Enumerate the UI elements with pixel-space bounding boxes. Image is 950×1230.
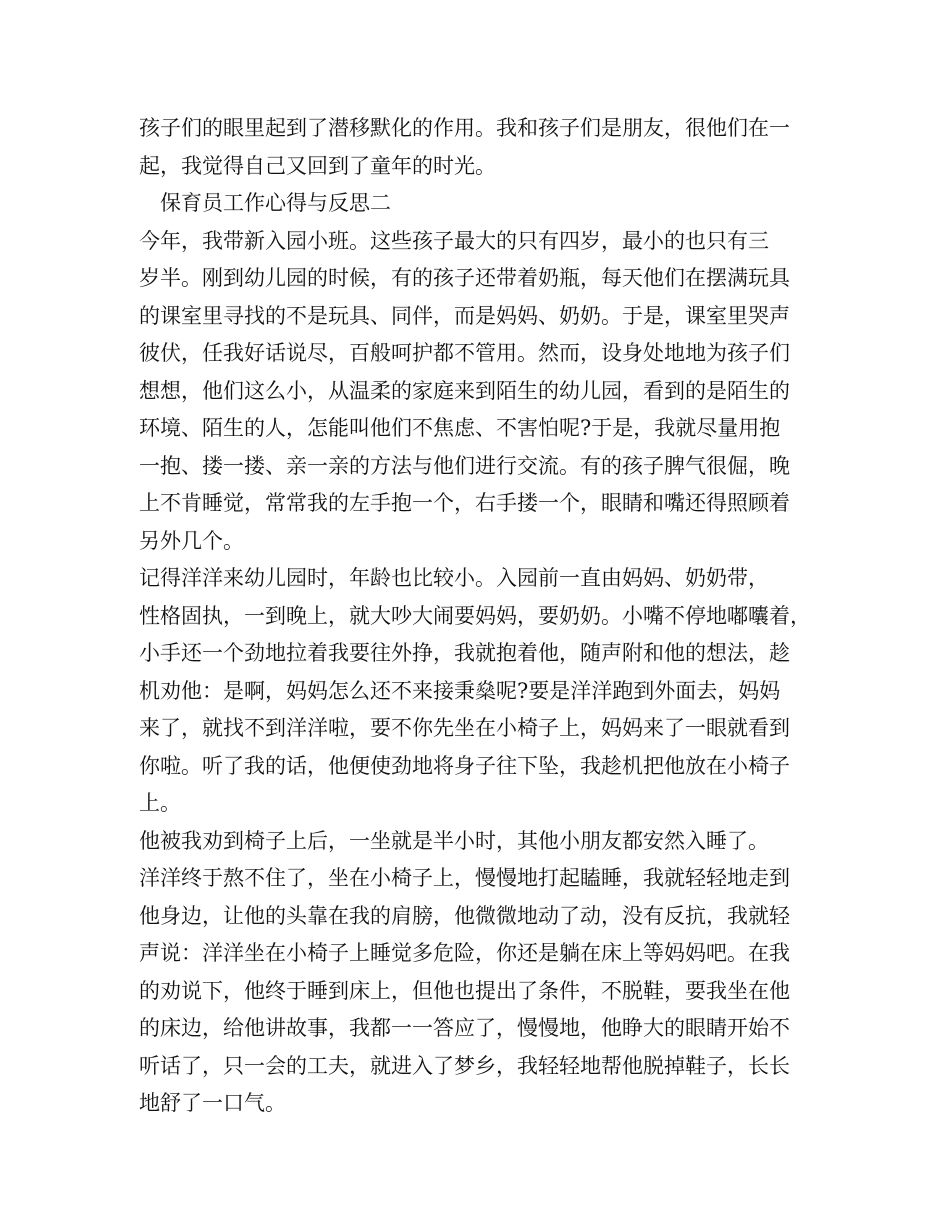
text-line: 洋洋终于熬不住了，坐在小椅子上，慢慢地打起瞌睡，我就轻轻地走到: [139, 866, 790, 890]
text-line: 的劝说下，他终于睡到床上，但他也提出了条件，不脱鞋，要我坐在他: [139, 978, 790, 1003]
text-line: 上。: [139, 791, 181, 815]
text-line: 来了，就找不到洋洋啦，要不你先坐在小椅子上，妈妈来了一眼就看到: [139, 716, 790, 740]
section-heading: 保育员工作心得与反思二: [139, 191, 391, 215]
text-line: 彼伏，任我好话说尽，百般呵护都不管用。然而，设身处地地为孩子们: [139, 341, 790, 365]
text-line: 他身边，让他的头靠在我的肩膀，他微微地动了动，没有反抗，我就轻: [139, 903, 790, 928]
text-line: 听话了，只一会的工夫，就进入了梦乡，我轻轻地帮他脱掉鞋子，长长: [139, 1053, 790, 1078]
text-line: 岁半。刚到幼儿园的时候，有的孩子还带着奶瓶，每天他们在摆满玩具: [139, 266, 790, 290]
text-line: 今年，我带新入园小班。这些孩子最大的只有四岁，最小的也只有三: [139, 228, 769, 253]
text-line: 你啦。听了我的话，他便使劲地将身子往下坠，我趁机把他放在小椅子: [139, 753, 790, 778]
document-body: [139, 110, 829, 1123]
text-line: 记得洋洋来幼儿园时，年龄也比较小。入园前一直由妈妈、奶奶带，: [139, 566, 769, 590]
text-line: 孩子们的眼里起到了潜移默化的作用。我和孩子们是朋友，很他们在一: [139, 116, 790, 140]
text-line: 声说：洋洋坐在小椅子上睡觉多危险，你还是躺在床上等妈妈吧。在我: [139, 941, 790, 965]
text-line: 的床边，给他讲故事，我都一一答应了，慢慢地，他睁大的眼睛开始不: [139, 1016, 790, 1040]
text-line: 地舒了一口气。: [139, 1091, 286, 1115]
text-line: 一抱、搂一搂、亲一亲的方法与他们进行交流。有的孩子脾气很倔，晚: [139, 453, 790, 478]
text-line: 想想，他们这么小，从温柔的家庭来到陌生的幼儿园，看到的是陌生的: [139, 378, 790, 403]
text-line: 机劝他：是啊，妈妈怎么还不来接秉燊呢?要是洋洋跑到外面去，妈妈: [139, 678, 781, 703]
text-line: 环境、陌生的人，怎能叫他们不焦虑、不害怕呢?于是，我就尽量用抱: [139, 416, 781, 440]
text-line: 另外几个。: [139, 528, 244, 553]
text-line: 上不肯睡觉，常常我的左手抱一个，右手搂一个，眼睛和嘴还得照顾着: [139, 491, 790, 515]
text-line: 的课室里寻找的不是玩具、同伴，而是妈妈、奶奶。于是，课室里哭声: [139, 303, 790, 328]
text-line: 小手还一个劲地拉着我要往外挣，我就抱着他，随声附和他的想法，趁: [139, 641, 790, 665]
text-line: 起，我觉得自己又回到了童年的时光。: [139, 153, 496, 178]
text-line: 他被我劝到椅子上后，一坐就是半小时，其他小朋友都安然入睡了。: [139, 828, 769, 853]
text-line: 性格固执，一到晚上，就大吵大闹要妈妈，要奶奶。小嘴不停地嘟囔着，: [139, 603, 811, 628]
